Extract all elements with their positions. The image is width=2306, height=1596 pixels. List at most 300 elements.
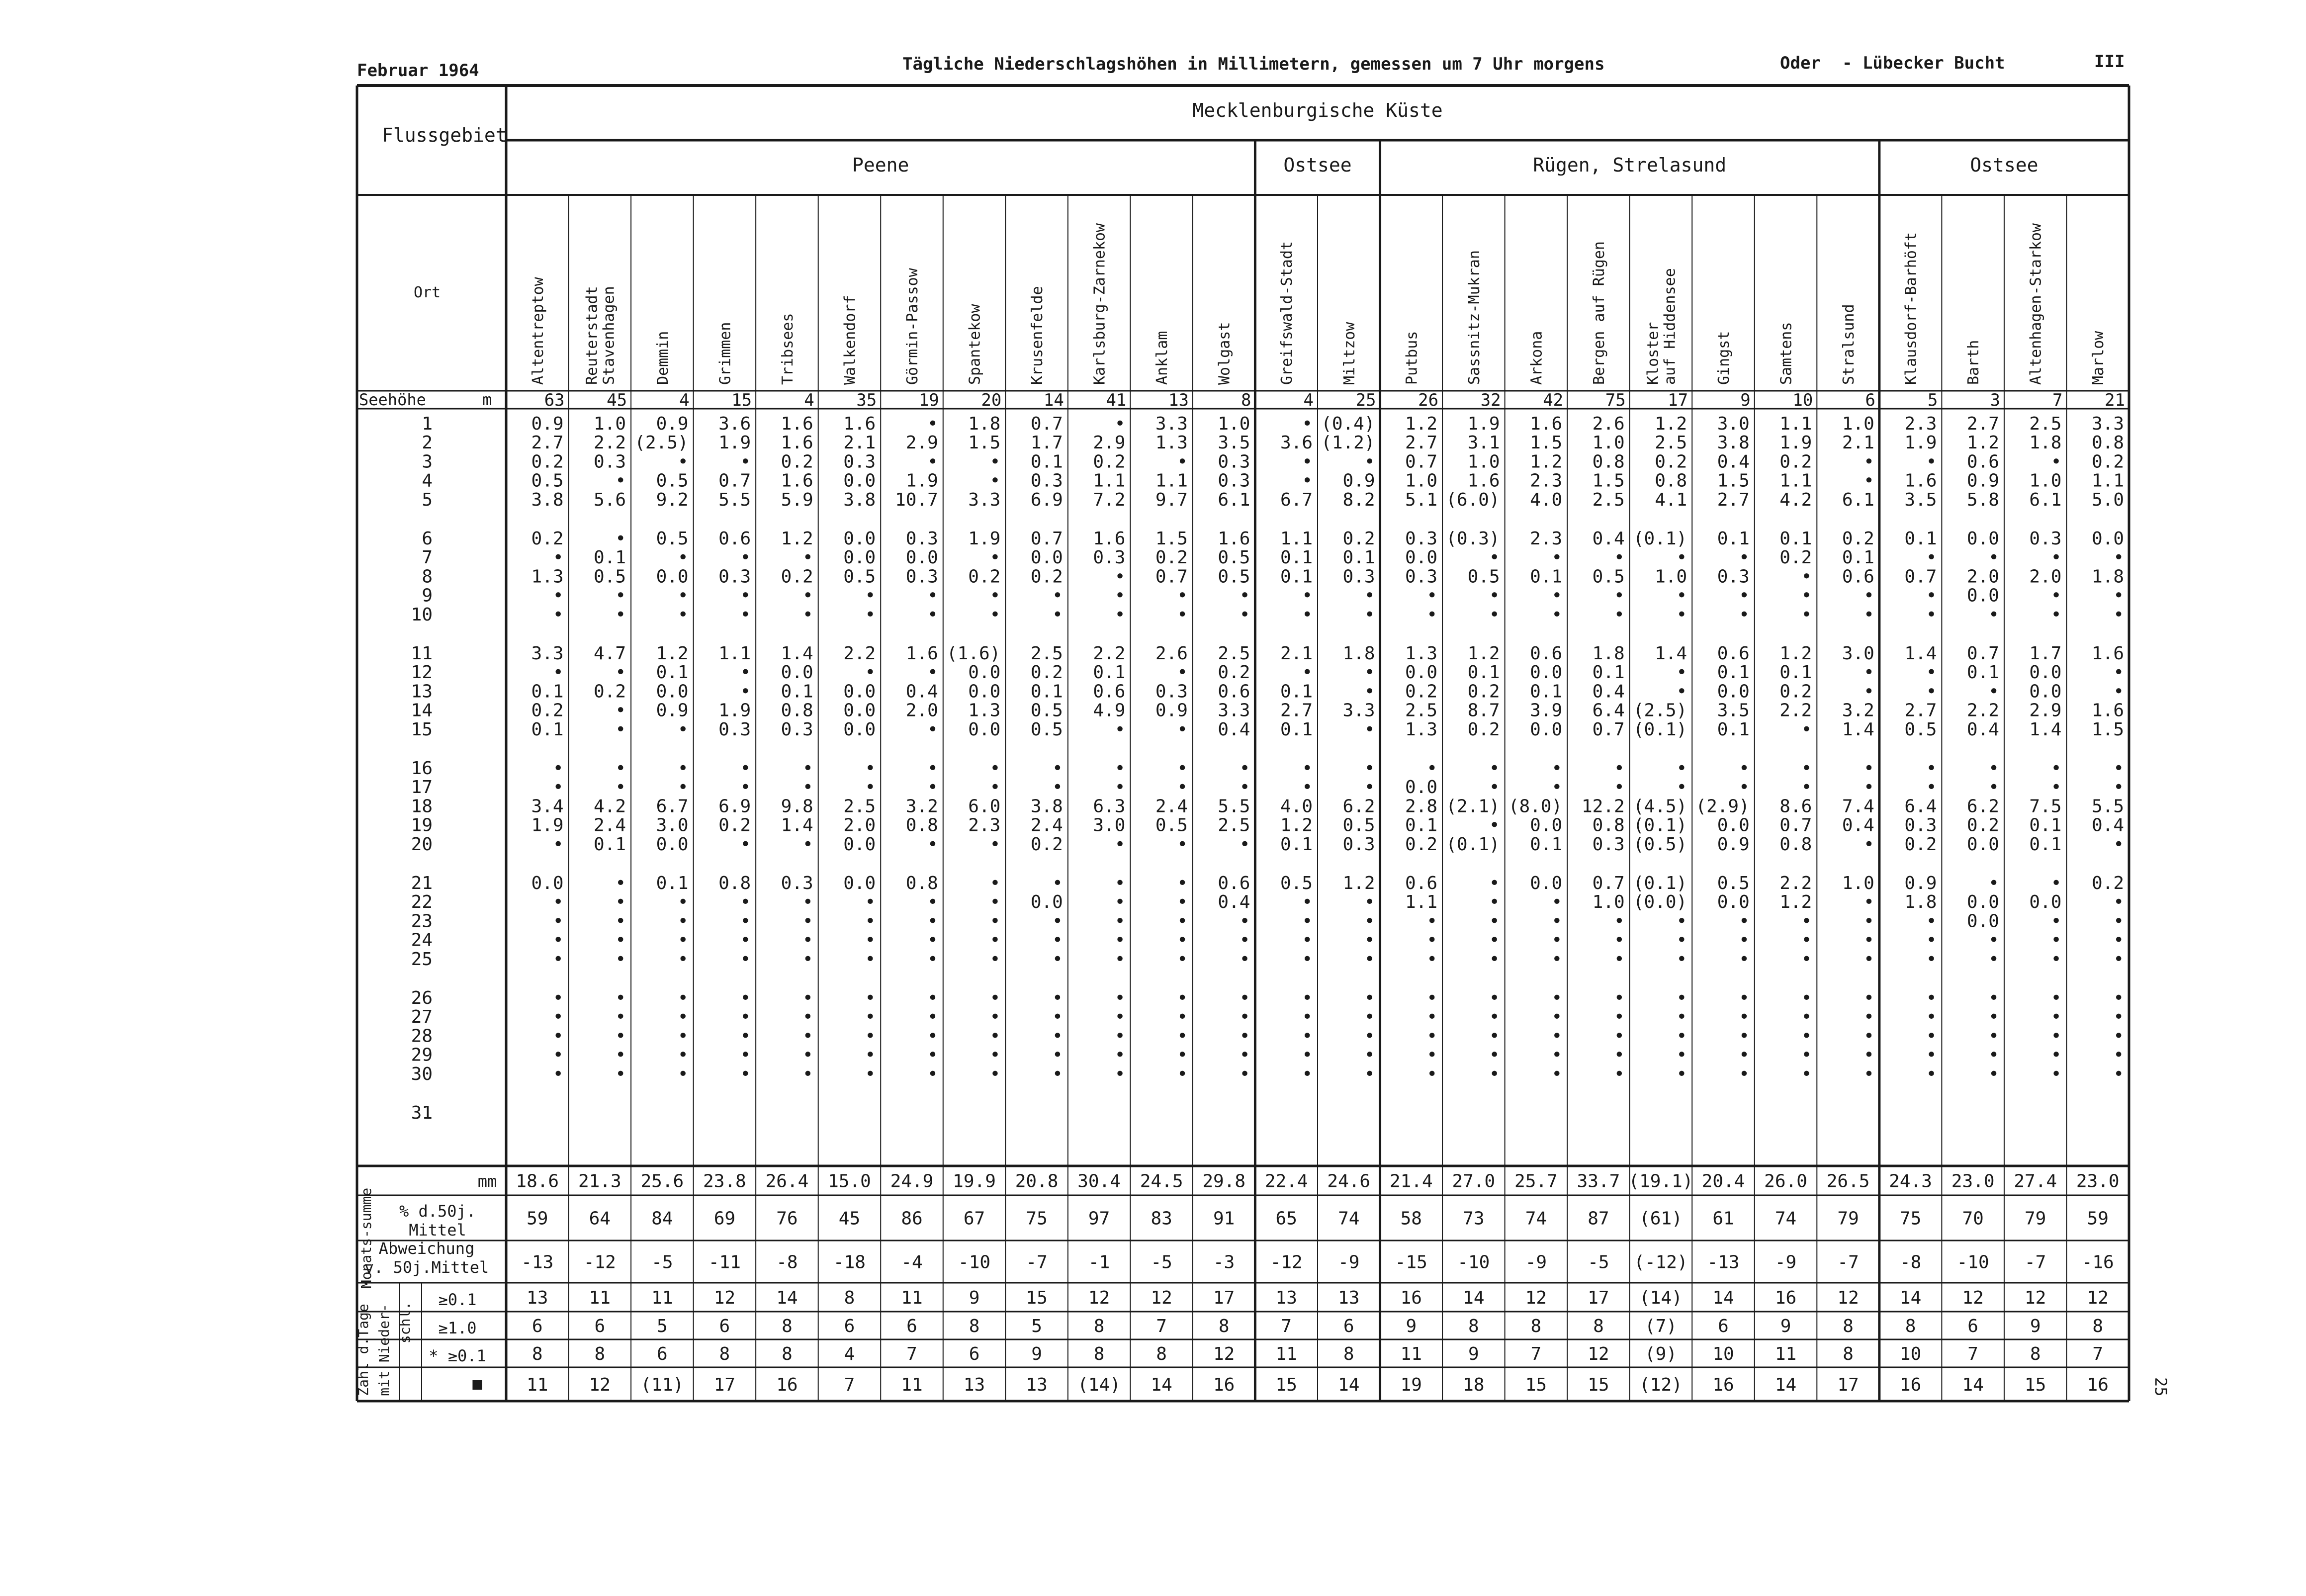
daily-value: 4.2 bbox=[1779, 489, 1812, 510]
station-elevation: 75 bbox=[1605, 390, 1626, 410]
daily-value: 0.3 bbox=[1155, 681, 1188, 702]
daily-value: (0.5) bbox=[1633, 834, 1687, 855]
daily-value: 0.2 bbox=[2091, 873, 2124, 893]
daily-value: 0.0 bbox=[2029, 662, 2062, 683]
summary-square-value: 14 bbox=[1774, 1375, 1797, 1395]
summary-abw-value: -15 bbox=[1395, 1252, 1427, 1273]
summary-mm-value: 19.9 bbox=[953, 1171, 996, 1192]
station-name: Samtens bbox=[1777, 322, 1795, 385]
station-name: Walkendorf bbox=[841, 295, 859, 385]
daily-value: • bbox=[927, 777, 938, 798]
daily-value: 2.9 bbox=[1093, 433, 1126, 453]
daily-value: (1.6) bbox=[946, 643, 1001, 664]
summary-abw-value: -7 bbox=[1837, 1252, 1859, 1273]
daily-value: 1.1 bbox=[1779, 470, 1812, 491]
daily-value: • bbox=[740, 662, 751, 683]
daily-value: 0.0 bbox=[1030, 547, 1063, 568]
daily-value: 0.6 bbox=[1218, 873, 1250, 893]
summary-ge01-value: 16 bbox=[1400, 1288, 1422, 1308]
daily-value: 0.2 bbox=[1405, 834, 1438, 855]
daily-value: 0.2 bbox=[1779, 547, 1812, 568]
summary-pct-value: 75 bbox=[1899, 1208, 1922, 1229]
daily-value: 0.6 bbox=[1717, 643, 1750, 664]
daily-value: 0.2 bbox=[1779, 681, 1812, 702]
daily-value: • bbox=[1302, 949, 1313, 970]
summary-square-value: 14 bbox=[1338, 1375, 1360, 1395]
daily-value: • bbox=[740, 949, 751, 970]
summary-mm-value: 26.0 bbox=[1764, 1171, 1807, 1192]
daily-value: 1.9 bbox=[1779, 433, 1812, 453]
daily-value: 0.9 bbox=[656, 700, 689, 721]
daily-value: 0.1 bbox=[531, 681, 564, 702]
daily-value: • bbox=[1364, 892, 1375, 913]
daily-value: 2.5 bbox=[2029, 414, 2062, 434]
daily-value: • bbox=[1426, 585, 1438, 606]
daily-value: 0.3 bbox=[1342, 566, 1375, 587]
summary-pct-value: 74 bbox=[1525, 1208, 1547, 1229]
daily-value: • bbox=[1489, 911, 1500, 932]
daily-value: • bbox=[1489, 1045, 1500, 1065]
day-number: 31 bbox=[411, 1103, 433, 1123]
daily-value: • bbox=[1801, 1007, 1812, 1028]
summary-ge10-value: 8 bbox=[2092, 1316, 2104, 1336]
daily-value: • bbox=[927, 662, 938, 683]
daily-value: 3.5 bbox=[1717, 700, 1750, 721]
daily-value: 3.8 bbox=[1030, 796, 1063, 817]
day-number: 12 bbox=[411, 662, 433, 683]
daily-value: • bbox=[677, 1026, 689, 1047]
daily-value: • bbox=[1926, 988, 1937, 1008]
daily-value: 0.2 bbox=[1093, 451, 1126, 472]
daily-value: • bbox=[677, 911, 689, 932]
label-tage-3: schl. bbox=[397, 1301, 413, 1344]
daily-value: • bbox=[1739, 547, 1750, 568]
daily-value: 2.5 bbox=[1218, 815, 1250, 836]
daily-value: 0.2 bbox=[1904, 834, 1937, 855]
daily-value: 0.2 bbox=[1030, 834, 1063, 855]
summary-star-value: 7 bbox=[1530, 1344, 1542, 1364]
daily-value: • bbox=[1551, 777, 1563, 798]
daily-value: • bbox=[740, 892, 751, 913]
daily-value: • bbox=[677, 988, 689, 1008]
daily-value: 0.1 bbox=[1530, 834, 1563, 855]
daily-value: • bbox=[1988, 547, 1999, 568]
header-month: Februar 1964 bbox=[357, 61, 479, 81]
daily-value: 1.8 bbox=[1342, 643, 1375, 664]
daily-value: 0.0 bbox=[1717, 681, 1750, 702]
daily-value: 1.6 bbox=[843, 414, 876, 434]
daily-value: • bbox=[2113, 758, 2124, 779]
daily-value: 3.6 bbox=[718, 414, 751, 434]
summary-ge10-value: 8 bbox=[1093, 1316, 1105, 1336]
daily-value: • bbox=[1863, 777, 1874, 798]
daily-value: • bbox=[1302, 892, 1313, 913]
day-number: 15 bbox=[411, 719, 433, 740]
daily-value: 0.1 bbox=[656, 873, 689, 893]
daily-value: • bbox=[1177, 1064, 1188, 1084]
summary-ge10-value: 8 bbox=[1530, 1316, 1542, 1336]
daily-value: 0.2 bbox=[1966, 815, 1999, 836]
daily-value: • bbox=[1177, 662, 1188, 683]
daily-value: 2.1 bbox=[1842, 433, 1874, 453]
daily-value: 0.9 bbox=[531, 414, 564, 434]
daily-value: 0.2 bbox=[1030, 662, 1063, 683]
label-pct-line1: % d.50j. bbox=[399, 1202, 476, 1221]
daily-value: • bbox=[1302, 911, 1313, 932]
daily-value: • bbox=[1177, 758, 1188, 779]
daily-value: 2.1 bbox=[1280, 643, 1313, 664]
day-number: 10 bbox=[411, 604, 433, 625]
daily-value: • bbox=[615, 1064, 626, 1084]
daily-value: • bbox=[1551, 547, 1563, 568]
summary-ge01-value: 9 bbox=[969, 1288, 980, 1308]
daily-value: 2.7 bbox=[1904, 700, 1937, 721]
daily-value: 0.2 bbox=[1342, 529, 1375, 549]
daily-value: 5.5 bbox=[718, 489, 751, 510]
daily-value: • bbox=[989, 949, 1001, 970]
daily-value: 0.0 bbox=[843, 681, 876, 702]
daily-value: 0.6 bbox=[1093, 681, 1126, 702]
daily-value: 1.9 bbox=[968, 529, 1001, 549]
daily-value: • bbox=[1988, 1007, 1999, 1028]
daily-value: • bbox=[1489, 1026, 1500, 1047]
daily-value: • bbox=[677, 585, 689, 606]
summary-ge01-value: 12 bbox=[1962, 1288, 1984, 1308]
summary-ge10-value: 8 bbox=[1218, 1316, 1230, 1336]
daily-value: 0.0 bbox=[1405, 662, 1438, 683]
summary-abw-value: -1 bbox=[1088, 1252, 1110, 1273]
daily-value: 2.7 bbox=[1966, 414, 1999, 434]
daily-value: • bbox=[1489, 892, 1500, 913]
daily-value: 2.0 bbox=[843, 815, 876, 836]
station-name: Marlow bbox=[2090, 331, 2108, 385]
daily-value: 8.7 bbox=[1467, 700, 1500, 721]
summary-ge01-value: 11 bbox=[589, 1288, 611, 1308]
station-elevation: 26 bbox=[1418, 390, 1439, 410]
summary-star-value: (9) bbox=[1644, 1344, 1677, 1364]
daily-value: 1.2 bbox=[1655, 414, 1687, 434]
daily-value: • bbox=[802, 758, 813, 779]
daily-value: • bbox=[615, 604, 626, 625]
daily-value: 1.4 bbox=[1842, 719, 1874, 740]
daily-value: 6.3 bbox=[1093, 796, 1126, 817]
daily-value: • bbox=[927, 949, 938, 970]
summary-ge10-value: 6 bbox=[594, 1316, 606, 1336]
daily-value: 0.1 bbox=[1280, 566, 1313, 587]
daily-value: • bbox=[1739, 911, 1750, 932]
daily-value: • bbox=[989, 873, 1001, 893]
daily-value: 2.4 bbox=[1155, 796, 1188, 817]
daily-value: • bbox=[1239, 930, 1250, 951]
station-name: Barth bbox=[1965, 340, 1983, 385]
daily-value: • bbox=[1364, 1045, 1375, 1065]
daily-value: • bbox=[552, 585, 564, 606]
summary-mm-value: 23.0 bbox=[2076, 1171, 2120, 1192]
summary-square-value: 16 bbox=[2087, 1375, 2109, 1395]
daily-value: • bbox=[1177, 777, 1188, 798]
day-number: 14 bbox=[411, 700, 433, 721]
summary-abw-value: -7 bbox=[1026, 1252, 1048, 1273]
daily-value: • bbox=[927, 911, 938, 932]
daily-value: 0.7 bbox=[1779, 815, 1812, 836]
summary-abw-value: -9 bbox=[1338, 1252, 1360, 1273]
daily-value: 0.2 bbox=[1655, 451, 1687, 472]
day-number: 18 bbox=[411, 796, 433, 817]
daily-value: • bbox=[1302, 777, 1313, 798]
daily-value: • bbox=[1739, 1026, 1750, 1047]
daily-value: 2.4 bbox=[594, 815, 626, 836]
daily-value: 2.7 bbox=[1405, 433, 1438, 453]
station-name: Altenhagen-Starkow bbox=[2027, 223, 2045, 385]
day-number: 5 bbox=[422, 489, 433, 510]
daily-value: • bbox=[1489, 988, 1500, 1008]
daily-value: 0.3 bbox=[1093, 547, 1126, 568]
daily-value: 1.6 bbox=[1093, 529, 1126, 549]
daily-value: 0.0 bbox=[1966, 911, 1999, 932]
daily-value: 0.2 bbox=[531, 700, 564, 721]
daily-value: • bbox=[927, 930, 938, 951]
station-elevation: 4 bbox=[804, 390, 814, 410]
daily-value: 0.1 bbox=[1280, 719, 1313, 740]
daily-value: • bbox=[1302, 988, 1313, 1008]
daily-value: 0.4 bbox=[1592, 681, 1625, 702]
daily-value: • bbox=[1614, 585, 1625, 606]
daily-value: 1.9 bbox=[531, 815, 564, 836]
summary-pct-value: (61) bbox=[1639, 1208, 1683, 1229]
summary-ge10-value: 8 bbox=[1843, 1316, 1854, 1336]
daily-value: • bbox=[2050, 873, 2062, 893]
daily-value: • bbox=[2113, 930, 2124, 951]
daily-value: • bbox=[802, 604, 813, 625]
daily-value: 0.2 bbox=[2091, 451, 2124, 472]
daily-value: 2.5 bbox=[1655, 433, 1687, 453]
station-name: Krusenfelde bbox=[1029, 286, 1047, 385]
daily-value: • bbox=[1676, 585, 1687, 606]
daily-value: 4.1 bbox=[1655, 489, 1687, 510]
daily-value: 3.3 bbox=[968, 489, 1001, 510]
summary-star-value: 10 bbox=[1899, 1344, 1922, 1364]
summary-ge01-value: 16 bbox=[1774, 1288, 1797, 1308]
daily-value: • bbox=[927, 892, 938, 913]
daily-value: • bbox=[677, 1064, 689, 1084]
summary-star-value: 8 bbox=[594, 1344, 606, 1364]
daily-value: • bbox=[802, 949, 813, 970]
daily-value: 1.6 bbox=[781, 433, 813, 453]
daily-value: • bbox=[1052, 873, 1063, 893]
daily-value: 2.7 bbox=[531, 433, 564, 453]
daily-value: • bbox=[802, 930, 813, 951]
daily-value: 0.7 bbox=[1592, 719, 1625, 740]
daily-value: • bbox=[615, 758, 626, 779]
daily-value: 0.2 bbox=[594, 681, 626, 702]
day-number: 13 bbox=[411, 681, 433, 702]
daily-value: 1.7 bbox=[1030, 433, 1063, 453]
daily-value: 3.4 bbox=[531, 796, 564, 817]
daily-value: 1.2 bbox=[1280, 815, 1313, 836]
daily-value: 0.2 bbox=[1467, 681, 1500, 702]
daily-value: • bbox=[1239, 1026, 1250, 1047]
daily-value: • bbox=[1489, 1007, 1500, 1028]
daily-value: 1.4 bbox=[2029, 719, 2062, 740]
daily-value: 0.5 bbox=[1218, 566, 1250, 587]
daily-value: • bbox=[2113, 892, 2124, 913]
daily-value: • bbox=[989, 930, 1001, 951]
summary-ge10-value: 9 bbox=[2030, 1316, 2041, 1336]
summary-square-value: 17 bbox=[713, 1375, 736, 1395]
daily-value: 0.0 bbox=[1030, 892, 1063, 913]
summary-ge01-value: 17 bbox=[1588, 1288, 1609, 1308]
summary-star-value: 8 bbox=[1156, 1344, 1167, 1364]
daily-value: • bbox=[1302, 1007, 1313, 1028]
daily-value: 0.5 bbox=[843, 566, 876, 587]
daily-value: (0.1) bbox=[1633, 719, 1687, 740]
day-number: 27 bbox=[411, 1007, 433, 1028]
daily-value: 5.5 bbox=[2091, 796, 2124, 817]
daily-value: • bbox=[1114, 566, 1126, 587]
station-elevation: 5 bbox=[1927, 390, 1938, 410]
daily-value: • bbox=[1551, 1026, 1563, 1047]
daily-value: 3.8 bbox=[843, 489, 876, 510]
daily-value: • bbox=[989, 758, 1001, 779]
daily-value: • bbox=[1302, 1064, 1313, 1084]
daily-value: • bbox=[1052, 1064, 1063, 1084]
daily-value: • bbox=[2113, 585, 2124, 606]
day-number: 3 bbox=[422, 451, 433, 472]
daily-value: 0.3 bbox=[594, 451, 626, 472]
summary-abw-value: -10 bbox=[1956, 1252, 1989, 1273]
station-groups bbox=[852, 99, 2039, 176]
daily-value: 0.4 bbox=[1218, 892, 1250, 913]
daily-value: • bbox=[1302, 585, 1313, 606]
daily-value: • bbox=[1114, 758, 1126, 779]
summary-mm-value: 23.8 bbox=[703, 1171, 746, 1192]
day-number: 1 bbox=[422, 414, 433, 434]
daily-value: • bbox=[1489, 873, 1500, 893]
daily-value: • bbox=[1239, 604, 1250, 625]
summary-pct-value: 87 bbox=[1588, 1208, 1609, 1229]
daily-value: • bbox=[1177, 1007, 1188, 1028]
daily-value: • bbox=[740, 585, 751, 606]
summary-star-value: 12 bbox=[1213, 1344, 1235, 1364]
label-tage-2: mit Nieder- bbox=[376, 1304, 392, 1396]
daily-value: 1.2 bbox=[1342, 873, 1375, 893]
daily-value: • bbox=[1614, 547, 1625, 568]
daily-value: 6.9 bbox=[1030, 489, 1063, 510]
daily-value: 0.6 bbox=[1218, 681, 1250, 702]
daily-value: • bbox=[1364, 930, 1375, 951]
summary-pct-value: 67 bbox=[963, 1208, 985, 1229]
daily-value: • bbox=[1364, 662, 1375, 683]
daily-value: 0.4 bbox=[905, 681, 938, 702]
daily-value: • bbox=[927, 1064, 938, 1084]
daily-value: 0.6 bbox=[1405, 873, 1438, 893]
summary-square-value: 13 bbox=[963, 1375, 985, 1395]
daily-value: 0.0 bbox=[843, 719, 876, 740]
daily-value: 6.2 bbox=[1966, 796, 1999, 817]
daily-value: 1.3 bbox=[1155, 433, 1188, 453]
daily-value: • bbox=[1426, 758, 1438, 779]
summary-square-value: 12 bbox=[589, 1375, 611, 1395]
daily-value: 0.7 bbox=[1030, 529, 1063, 549]
summary-ge01-value: 14 bbox=[776, 1288, 798, 1308]
summary-ge01-value: (14) bbox=[1639, 1288, 1683, 1308]
daily-value: 6.4 bbox=[1592, 700, 1625, 721]
daily-value: • bbox=[927, 988, 938, 1008]
daily-value: 0.1 bbox=[1280, 681, 1313, 702]
daily-value: 0.0 bbox=[843, 529, 876, 549]
station-name: Bergen auf Rügen bbox=[1590, 241, 1608, 385]
daily-value: 0.0 bbox=[843, 470, 876, 491]
daily-value: 0.7 bbox=[1904, 566, 1937, 587]
daily-value: • bbox=[1863, 1026, 1874, 1047]
daily-value: • bbox=[552, 1007, 564, 1028]
daily-value: • bbox=[1988, 1026, 1999, 1047]
daily-value: 1.3 bbox=[1405, 719, 1438, 740]
daily-value: 0.3 bbox=[718, 719, 751, 740]
daily-value: • bbox=[1114, 949, 1126, 970]
daily-value: 3.3 bbox=[1155, 414, 1188, 434]
summary-pct-value: 86 bbox=[901, 1208, 923, 1229]
daily-value: 1.2 bbox=[781, 529, 813, 549]
daily-value: • bbox=[615, 1045, 626, 1065]
daily-value: • bbox=[1426, 1026, 1438, 1047]
daily-value: • bbox=[1114, 834, 1126, 855]
daily-value: 6.4 bbox=[1904, 796, 1937, 817]
daily-value: 2.2 bbox=[1779, 700, 1812, 721]
summary-ge01-value: 17 bbox=[1213, 1288, 1235, 1308]
daily-value: • bbox=[2050, 1045, 2062, 1065]
daily-value: 5.8 bbox=[1966, 489, 1999, 510]
daily-value: • bbox=[1926, 758, 1937, 779]
daily-value: • bbox=[1302, 1026, 1313, 1047]
summary-abw-value: -18 bbox=[833, 1252, 866, 1273]
daily-value: • bbox=[1052, 1026, 1063, 1047]
summary-square-value: 16 bbox=[1899, 1375, 1922, 1395]
daily-value: • bbox=[865, 1045, 876, 1065]
daily-value: • bbox=[1988, 1045, 1999, 1065]
daily-value: • bbox=[802, 1026, 813, 1047]
daily-value: 0.5 bbox=[1717, 873, 1750, 893]
daily-value: • bbox=[989, 1045, 1001, 1065]
daily-value: • bbox=[1926, 681, 1937, 702]
daily-value: • bbox=[2113, 777, 2124, 798]
summary-abw-value: -12 bbox=[583, 1252, 616, 1273]
day-number: 29 bbox=[411, 1045, 433, 1065]
daily-value: • bbox=[1801, 1045, 1812, 1065]
daily-value: • bbox=[989, 1026, 1001, 1047]
label-monatssumme: Monats-summe bbox=[358, 1187, 374, 1289]
daily-value: 2.2 bbox=[843, 643, 876, 664]
daily-value: 5.5 bbox=[1218, 796, 1250, 817]
daily-value: 1.4 bbox=[1655, 643, 1687, 664]
summary-mm-value: 24.6 bbox=[1327, 1171, 1371, 1192]
group-label-sub: Ostsee bbox=[1283, 154, 1352, 176]
daily-value: 0.2 bbox=[1405, 681, 1438, 702]
daily-value: • bbox=[1426, 1007, 1438, 1028]
daily-value: • bbox=[1489, 1064, 1500, 1084]
daily-value: • bbox=[1739, 1045, 1750, 1065]
daily-value: 0.4 bbox=[1717, 451, 1750, 472]
station-name: Karlsburg-Zarnekow bbox=[1091, 223, 1109, 385]
daily-value: • bbox=[1988, 873, 1999, 893]
summary-square-value: 14 bbox=[1962, 1375, 1984, 1395]
daily-value: • bbox=[865, 662, 876, 683]
daily-value: 1.8 bbox=[1904, 892, 1937, 913]
summary-pct-value: 58 bbox=[1400, 1208, 1422, 1229]
daily-value: 0.0 bbox=[1717, 892, 1750, 913]
summary-ge01-value: 15 bbox=[1026, 1288, 1048, 1308]
daily-value: • bbox=[1302, 1045, 1313, 1065]
